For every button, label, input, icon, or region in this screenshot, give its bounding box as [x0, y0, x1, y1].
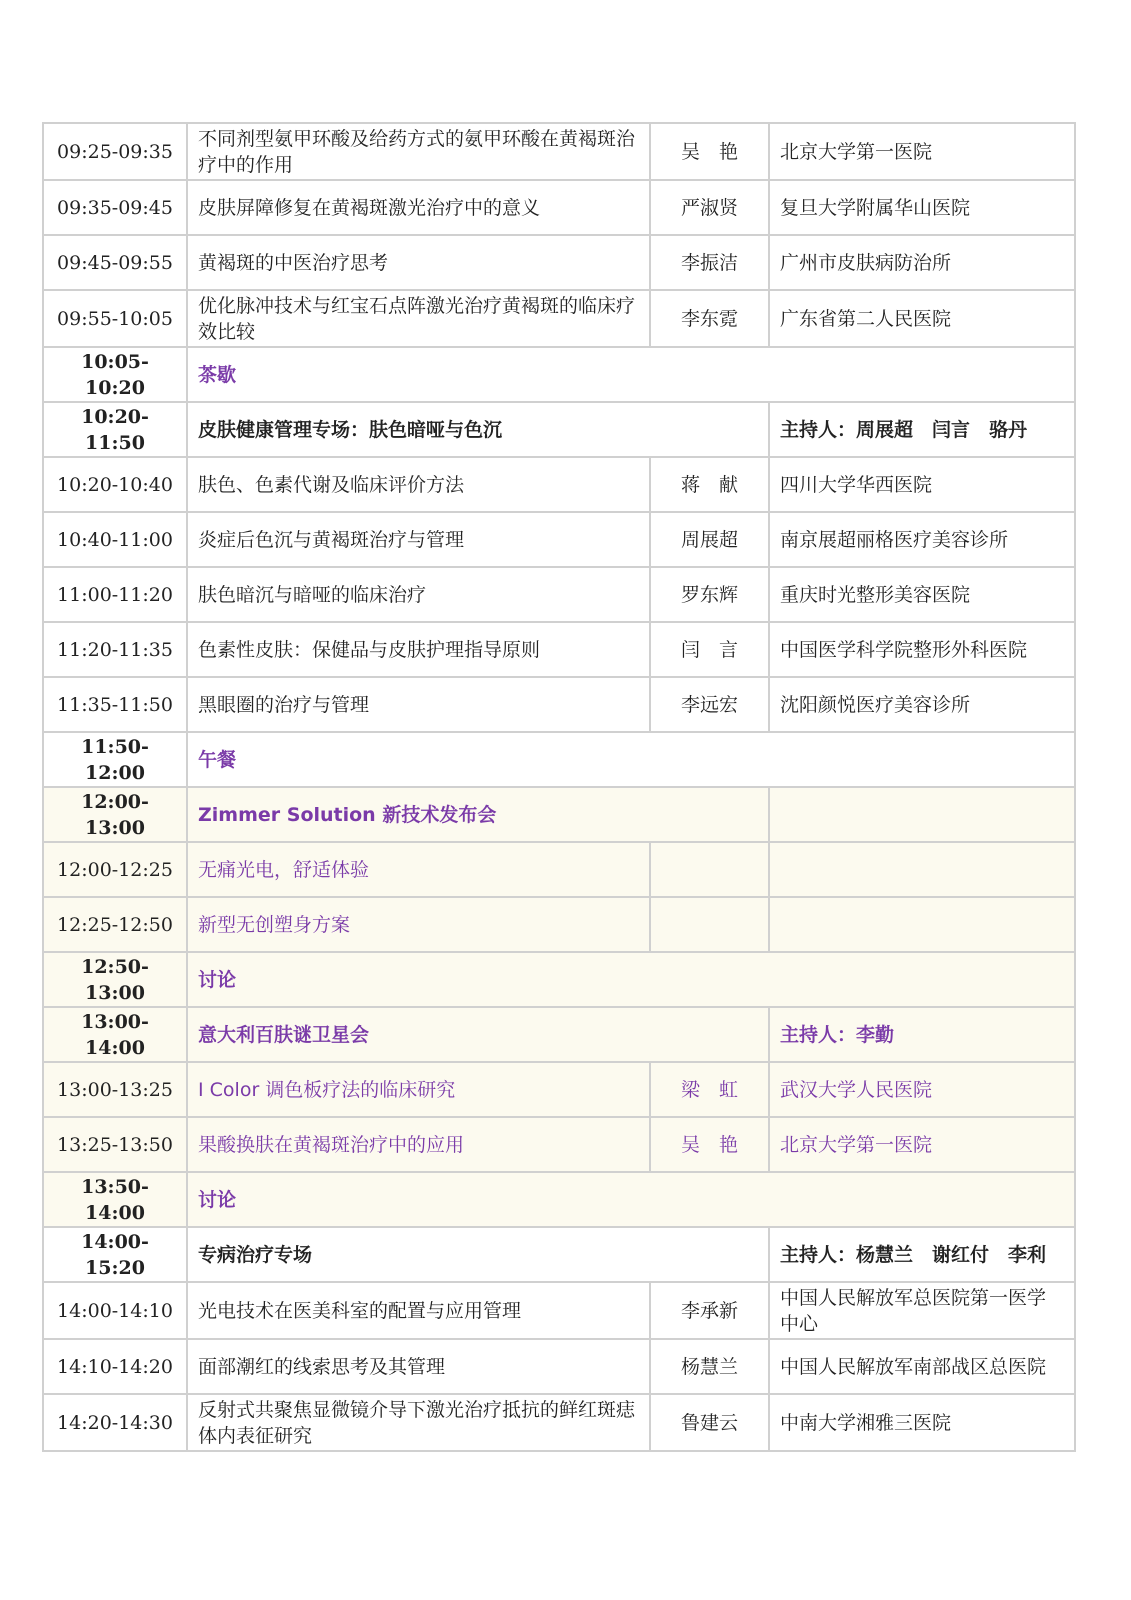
time-cell: 14:20-14:30: [43, 1394, 187, 1451]
break-label: 午餐: [187, 732, 1075, 787]
time-cell: 10:40-11:00: [43, 512, 187, 567]
topic-cell: 黑眼圈的治疗与管理: [187, 677, 650, 732]
session-host: [769, 787, 1075, 842]
speaker-cell: 李东霓: [650, 290, 769, 347]
session-host: 主持人：周展超 闫言 骆丹: [769, 402, 1075, 457]
speaker-cell: 梁 虹: [650, 1062, 769, 1117]
institution-cell: 北京大学第一医院: [769, 123, 1075, 180]
speaker-cell: 李振洁: [650, 235, 769, 290]
institution-cell: 重庆时光整形美容医院: [769, 567, 1075, 622]
time-cell: 13:50-14:00: [43, 1172, 187, 1227]
speaker-cell: 杨慧兰: [650, 1339, 769, 1394]
speaker-cell: 李承新: [650, 1282, 769, 1339]
time-cell: 09:25-09:35: [43, 123, 187, 180]
time-cell: 09:35-09:45: [43, 180, 187, 235]
topic-cell: 果酸换肤在黄褐斑治疗中的应用: [187, 1117, 650, 1172]
institution-cell: 中国医学科学院整形外科医院: [769, 622, 1075, 677]
talk-row: [43, 1117, 1075, 1172]
institution-cell: 广州市皮肤病防治所: [769, 235, 1075, 290]
institution-cell: 南京展超丽格医疗美容诊所: [769, 512, 1075, 567]
talk-row: [43, 1339, 1075, 1394]
topic-cell: 光电技术在医美科室的配置与应用管理: [187, 1282, 650, 1339]
break-label: 茶歇: [187, 347, 1075, 402]
speaker-cell: 周展超: [650, 512, 769, 567]
break-label: 讨论: [187, 952, 1075, 1007]
time-cell: 10:20-10:40: [43, 457, 187, 512]
speaker-cell: 吴 艳: [650, 123, 769, 180]
institution-cell: [769, 897, 1075, 952]
session-header-row: [43, 402, 1075, 457]
talk-row: [43, 123, 1075, 180]
talk-row: [43, 290, 1075, 347]
time-cell: 11:50-12:00: [43, 732, 187, 787]
time-cell: 12:00-12:25: [43, 842, 187, 897]
session-header-row: [43, 787, 1075, 842]
topic-cell: I Color 调色板疗法的临床研究: [187, 1062, 650, 1117]
topic-cell: 黄褐斑的中医治疗思考: [187, 235, 650, 290]
topic-cell: 新型无创塑身方案: [187, 897, 650, 952]
talk-row: [43, 567, 1075, 622]
time-cell: 14:10-14:20: [43, 1339, 187, 1394]
speaker-cell: 罗东辉: [650, 567, 769, 622]
time-cell: 14:00-15:20: [43, 1227, 187, 1282]
session-host: 主持人：李勤: [769, 1007, 1075, 1062]
speaker-cell: 吴 艳: [650, 1117, 769, 1172]
session-title: 意大利百肤谜卫星会: [187, 1007, 769, 1062]
institution-cell: 四川大学华西医院: [769, 457, 1075, 512]
schedule-table: [42, 122, 1076, 1452]
time-cell: 10:05-10:20: [43, 347, 187, 402]
institution-cell: 复旦大学附属华山医院: [769, 180, 1075, 235]
break-row: [43, 1172, 1075, 1227]
talk-row: [43, 622, 1075, 677]
talk-row: [43, 180, 1075, 235]
session-host: 主持人：杨慧兰 谢红付 李利: [769, 1227, 1075, 1282]
speaker-cell: 闫 言: [650, 622, 769, 677]
time-cell: 11:35-11:50: [43, 677, 187, 732]
speaker-cell: 蒋 献: [650, 457, 769, 512]
topic-cell: 优化脉冲技术与红宝石点阵激光治疗黄褐斑的临床疗效比较: [187, 290, 650, 347]
speaker-cell: 李远宏: [650, 677, 769, 732]
time-cell: 14:00-14:10: [43, 1282, 187, 1339]
topic-cell: 反射式共聚焦显微镜介导下激光治疗抵抗的鲜红斑痣体内表征研究: [187, 1394, 650, 1451]
institution-cell: 广东省第二人民医院: [769, 290, 1075, 347]
institution-cell: 中国人民解放军南部战区总医院: [769, 1339, 1075, 1394]
time-cell: 11:20-11:35: [43, 622, 187, 677]
time-cell: 12:25-12:50: [43, 897, 187, 952]
topic-cell: 皮肤屏障修复在黄褐斑激光治疗中的意义: [187, 180, 650, 235]
time-cell: 13:00-14:00: [43, 1007, 187, 1062]
session-header-row: [43, 1227, 1075, 1282]
speaker-cell: 严淑贤: [650, 180, 769, 235]
talk-row: [43, 457, 1075, 512]
talk-row: [43, 1062, 1075, 1117]
institution-cell: 沈阳颜悦医疗美容诊所: [769, 677, 1075, 732]
time-cell: 09:45-09:55: [43, 235, 187, 290]
time-cell: 09:55-10:05: [43, 290, 187, 347]
session-title: Zimmer Solution 新技术发布会: [187, 787, 769, 842]
talk-row: [43, 512, 1075, 567]
time-cell: 12:50-13:00: [43, 952, 187, 1007]
session-title: 专病治疗专场: [187, 1227, 769, 1282]
time-cell: 11:00-11:20: [43, 567, 187, 622]
talk-row: [43, 1282, 1075, 1339]
talk-row: [43, 1394, 1075, 1451]
topic-cell: 肤色、色素代谢及临床评价方法: [187, 457, 650, 512]
speaker-cell: 鲁建云: [650, 1394, 769, 1451]
break-label: 讨论: [187, 1172, 1075, 1227]
talk-row: [43, 677, 1075, 732]
time-cell: 10:20-11:50: [43, 402, 187, 457]
time-cell: 13:00-13:25: [43, 1062, 187, 1117]
break-row: [43, 347, 1075, 402]
time-cell: 13:25-13:50: [43, 1117, 187, 1172]
break-row: [43, 952, 1075, 1007]
session-header-row: [43, 1007, 1075, 1062]
talk-row: [43, 235, 1075, 290]
session-title: 皮肤健康管理专场：肤色暗哑与色沉: [187, 402, 769, 457]
institution-cell: 武汉大学人民医院: [769, 1062, 1075, 1117]
speaker-cell: [650, 842, 769, 897]
institution-cell: 中南大学湘雅三医院: [769, 1394, 1075, 1451]
talk-row: [43, 897, 1075, 952]
speaker-cell: [650, 897, 769, 952]
topic-cell: 色素性皮肤：保健品与皮肤护理指导原则: [187, 622, 650, 677]
topic-cell: 肤色暗沉与暗哑的临床治疗: [187, 567, 650, 622]
break-row: [43, 732, 1075, 787]
institution-cell: 中国人民解放军总医院第一医学中心: [769, 1282, 1075, 1339]
institution-cell: [769, 842, 1075, 897]
topic-cell: 无痛光电，舒适体验: [187, 842, 650, 897]
institution-cell: 北京大学第一医院: [769, 1117, 1075, 1172]
topic-cell: 炎症后色沉与黄褐斑治疗与管理: [187, 512, 650, 567]
talk-row: [43, 842, 1075, 897]
time-cell: 12:00-13:00: [43, 787, 187, 842]
topic-cell: 不同剂型氨甲环酸及给药方式的氨甲环酸在黄褐斑治疗中的作用: [187, 123, 650, 180]
topic-cell: 面部潮红的线索思考及其管理: [187, 1339, 650, 1394]
